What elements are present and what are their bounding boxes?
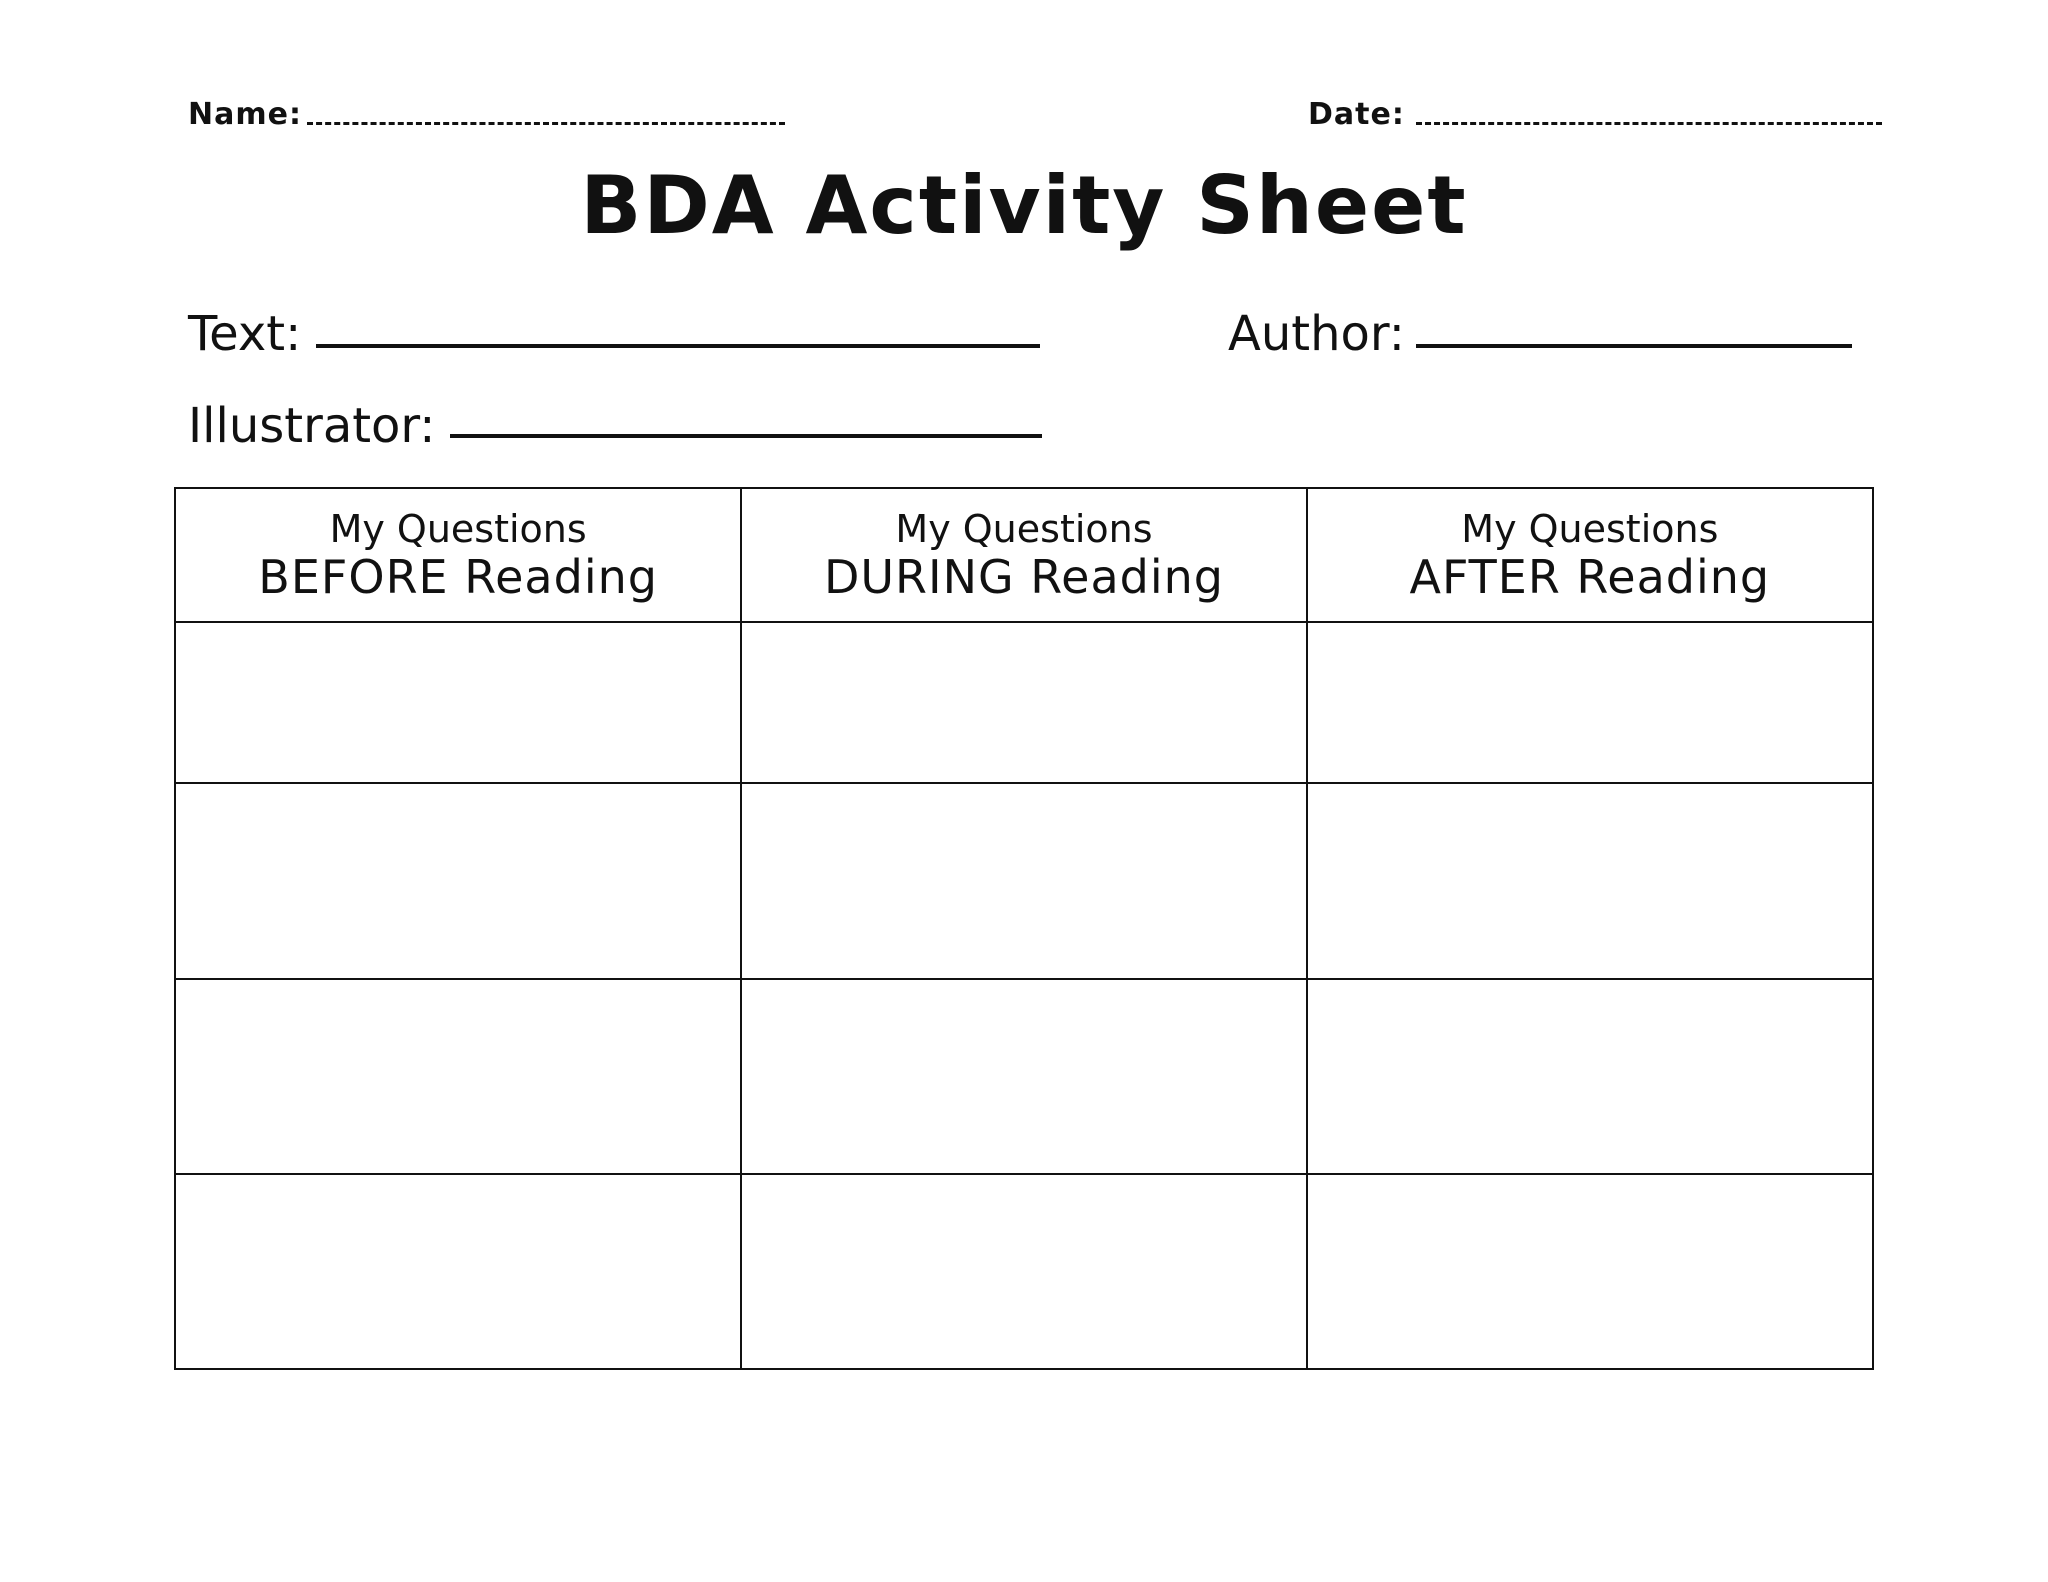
answer-cell[interactable] xyxy=(1307,783,1872,979)
column-header-before xyxy=(176,489,741,622)
text-label: Text: xyxy=(188,306,302,362)
illustrator-blank[interactable] xyxy=(450,434,1042,438)
column-header-bottom: AFTER Reading xyxy=(1409,550,1771,605)
column-header-bottom: DURING Reading xyxy=(823,550,1224,605)
answer-cell[interactable] xyxy=(741,783,1306,979)
author-label: Author: xyxy=(1228,306,1405,362)
page-title: BDA Activity Sheet xyxy=(580,159,1468,252)
column-header-bottom: BEFORE Reading xyxy=(258,550,658,605)
answer-cell[interactable] xyxy=(741,1174,1306,1368)
text-blank[interactable] xyxy=(316,344,1040,348)
table-row xyxy=(176,979,1872,1174)
table-row xyxy=(176,622,1872,783)
answer-cell[interactable] xyxy=(1307,622,1872,783)
date-label: Date: xyxy=(1308,97,1405,132)
name-blank[interactable] xyxy=(307,122,785,125)
answer-cell[interactable] xyxy=(741,979,1306,1174)
answer-cell[interactable] xyxy=(176,1174,741,1368)
column-header-top: My Questions xyxy=(329,506,587,551)
questions-table xyxy=(174,487,1874,1370)
illustrator-label: Illustrator: xyxy=(188,398,436,454)
column-header-after xyxy=(1307,489,1872,622)
column-header-top: My Questions xyxy=(895,506,1153,551)
table-row xyxy=(176,1174,1872,1368)
answer-cell[interactable] xyxy=(1307,979,1872,1174)
name-label: Name: xyxy=(188,97,302,132)
column-header-during xyxy=(741,489,1306,622)
table-header-row xyxy=(176,489,1872,622)
answer-cell[interactable] xyxy=(176,979,741,1174)
answer-cell[interactable] xyxy=(176,622,741,783)
answer-cell[interactable] xyxy=(176,783,741,979)
answer-cell[interactable] xyxy=(1307,1174,1872,1368)
date-blank[interactable] xyxy=(1416,122,1882,125)
column-header-top: My Questions xyxy=(1461,506,1719,551)
author-blank[interactable] xyxy=(1416,344,1852,348)
answer-cell[interactable] xyxy=(741,622,1306,783)
table-row xyxy=(176,783,1872,979)
